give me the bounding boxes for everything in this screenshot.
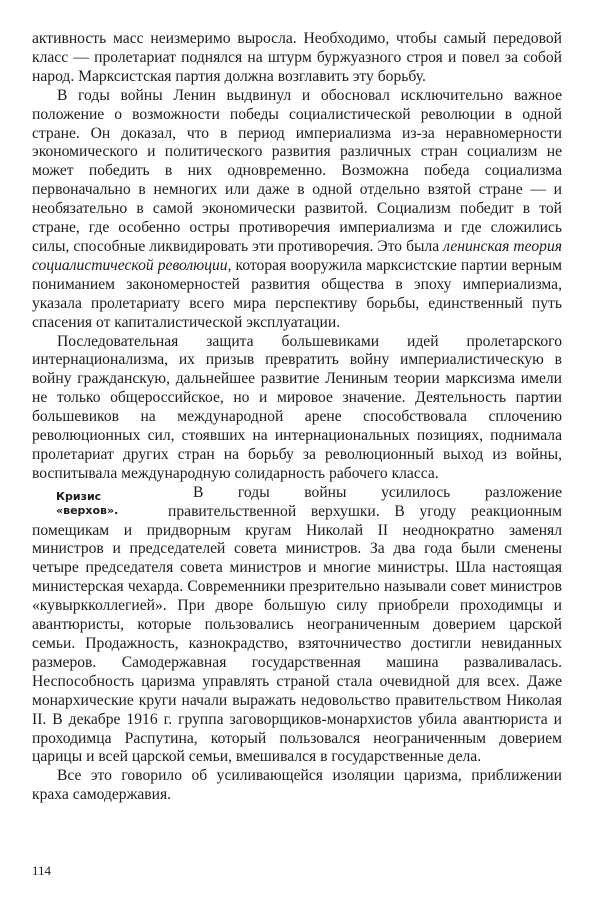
page-number: 114 bbox=[32, 863, 52, 878]
paragraph-2-text-after: которая вооружила марксистские партии верным пониманием закономерностей развития общества в эпоху империализма, указала пролетариату всего мира перспективу борьбы, единственный путь спасения от капиталистической эксплуатации. bbox=[32, 256, 562, 331]
paragraph-4 bbox=[32, 484, 562, 768]
side-heading-line-1: Кризис bbox=[56, 489, 102, 503]
paragraph-4-text: В годы войны усилилось разложение правительственной верхушки. В угоду реакционным помещикам и придворным кругам Николай II неоднократно заменял министров и председателей совета министров. За два года были сменены четыре председателя совета министров и многие министры. Шла настоящая министерская чехарда. Современники презрительно называли совет министров «кувыркколлегией». При дворе большую силу приобрели проходимцы и авантюристы, которые пользовались неограниченным доверием царской семьи. Продажность, казнокрадство, взяточничество достигли невиданных размеров. Самодержавная государственная машина разваливалась. Неспособность царизма управлять страной стала очевидной для всех. Даже монархические круги начали выражать недовольство правительством Николая II. В декабре 1916 г. группа заговорщиков-монархистов убила авантюриста и проходимца Распутина, который пользовался неограниченным доверием царицы и всей царской семьи, вмешивался в государственные дела. bbox=[32, 483, 562, 766]
paragraph-2 bbox=[32, 87, 562, 333]
paragraph-3-text: Последовательная защита большевиками идей пролетарского интернационализма, их призыв превратить войну империалистическую в войну гражданскую, дальнейшее развитие Лениным теории марксизма имели не только общероссийское, но и мировое значение. Деятельность партии большевиков на международной арене способствовала сплочению революционных сил, стоявших на интернациональных позициях, поднимала пролетариат других стран на борьбу за революционный выход из войны, воспитывала международную солидарность рабочего класса. bbox=[32, 332, 562, 482]
paragraph-5-text: Все это говорило об усиливающейся изоляции царизма, приближении краха самодержавия. bbox=[32, 767, 562, 804]
side-heading-line-2: «верхов». bbox=[56, 503, 119, 517]
paragraph-2-text-before: В годы войны Ленин выдвинул и обосновал исключительно важное положение о возможности победы социалистической революции в одной стране. Он доказал, что в период империализма из-за неравномерности экономического и политического развития различных стран социализм не может победить в них одновременно. Возможна победа социализма первоначально в немногих или даже в одной отдельно взятой стране — и необязательно в самой экономически развитой. Социализм победит в той стране, где особенно остры противоречия империализма и где сложились силы, способные ликвидировать эти противоречия. Это была bbox=[32, 86, 562, 255]
paragraph-5 bbox=[32, 767, 562, 805]
paragraph-1 bbox=[32, 30, 562, 87]
paragraph-3 bbox=[32, 333, 562, 484]
side-heading bbox=[32, 490, 154, 518]
paragraph-2-emphasis: ленинская теория социалистической революции, bbox=[32, 237, 562, 274]
page-text bbox=[32, 30, 562, 805]
paragraph-1-text: активность масс неизмеримо выросла. Необходимо, чтобы самый передовой класс — пролетариат поднялся на штурм буржуазного строя и повел за собой народ. Марксистская партия должна возглавить эту борьбу. bbox=[32, 30, 562, 85]
